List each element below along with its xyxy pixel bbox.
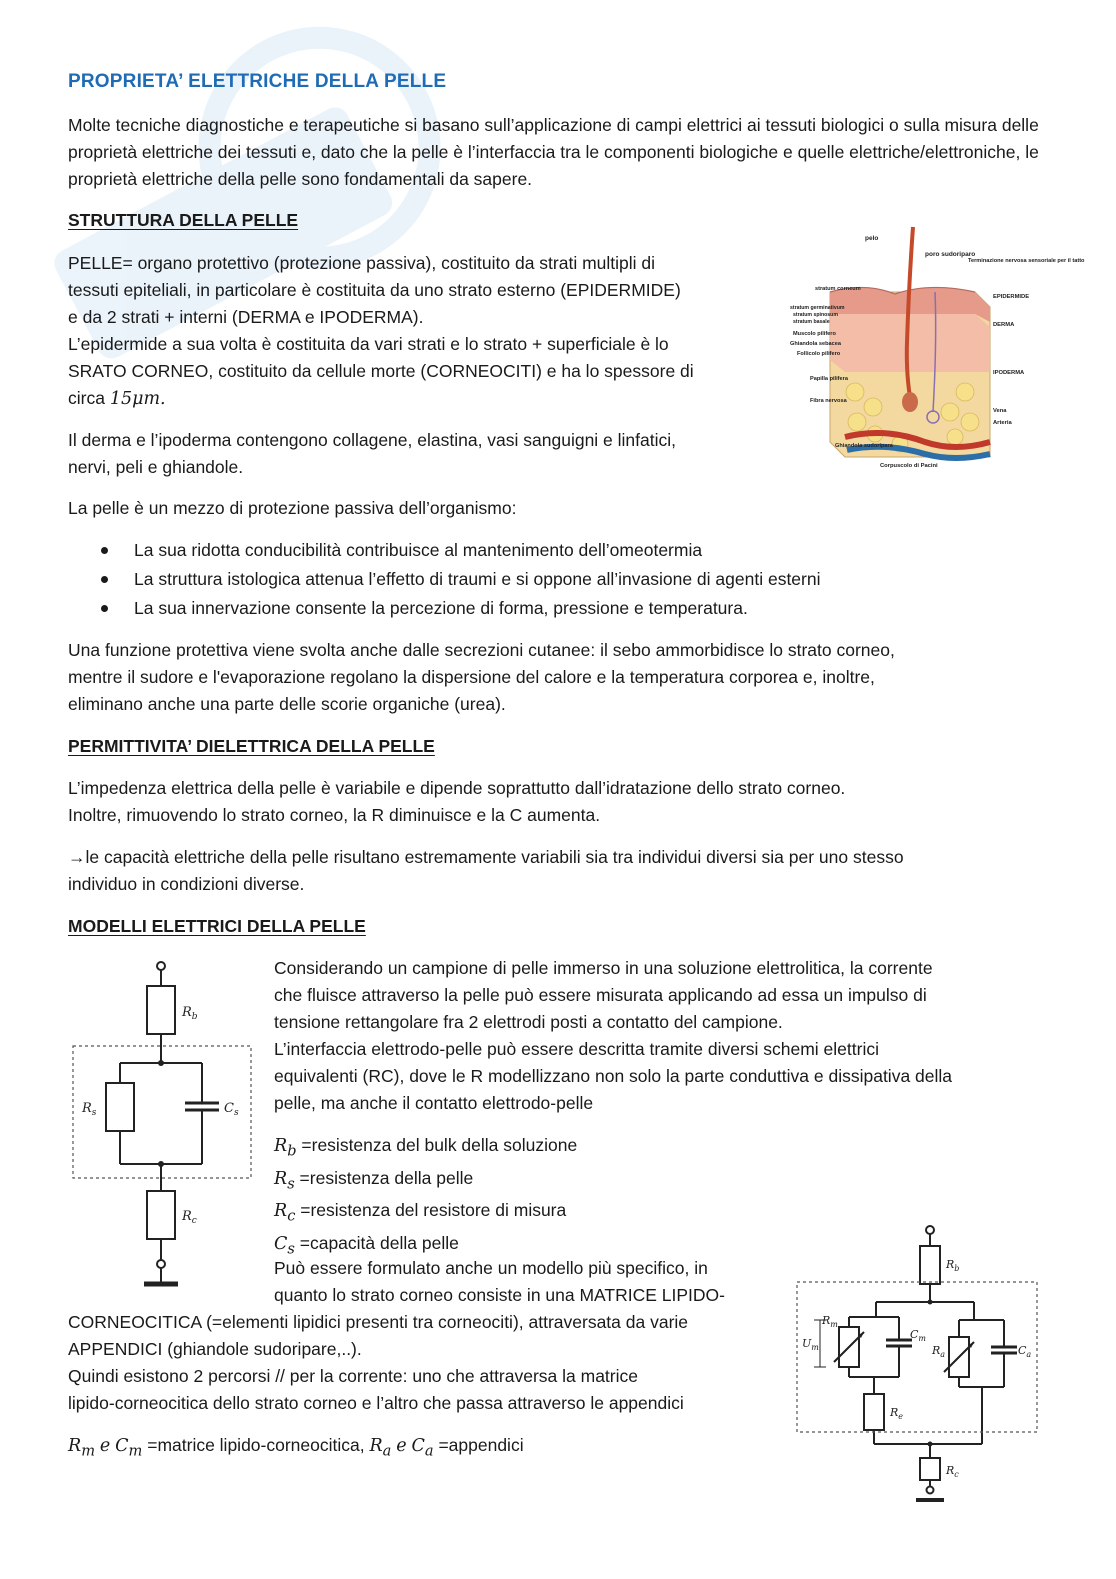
label-rs: $R_s$ xyxy=(82,1101,97,1118)
list-item xyxy=(68,566,820,595)
bullet-icon xyxy=(101,576,108,583)
label-germinativum: stratum germinativum xyxy=(790,305,845,311)
struttura-paragraph-2 xyxy=(68,427,768,481)
text-line: L’interfaccia elettrodo-pelle può essere descritta tramite diversi schemi elettrici xyxy=(274,1039,879,1059)
label-ipoderma: IPODERMA xyxy=(993,370,1025,376)
label-muscolo: Muscolo pilifero xyxy=(793,331,836,337)
bullet-list xyxy=(68,537,820,624)
text-line: e da 2 strati + interni (DERMA e IPODERMA). xyxy=(68,307,424,327)
modelli-last-line: $R_m$ e $C_m$ =matrice lipido-corneocitica, $R_a$ e $C_a$ =appendici xyxy=(68,1435,524,1460)
text-line: tensione rettangolare fra 2 elettrodi posti a contatto del campione. xyxy=(274,1012,783,1032)
label-spinosum: stratum spinosum xyxy=(793,312,838,318)
label-corneum: stratum corneum xyxy=(815,286,861,292)
text-line: quanto lo strato corneo consiste in una MATRICE LIPIDO- xyxy=(274,1285,725,1305)
definition-rs: $R_s$ =resistenza della pelle xyxy=(274,1167,474,1192)
list-item-text: La sua ridotta conducibilità contribuisce al mantenimento dell’omeotermia xyxy=(134,540,703,560)
text-line: Il derma e l’ipoderma contengono collagene, elastina, vasi sanguigni e linfatici, xyxy=(68,430,677,450)
list-item-text: La sua innervazione consente la percezione di forma, pressione e temperatura. xyxy=(134,598,748,618)
label-vena: Vena xyxy=(993,408,1007,414)
intro-paragraph: Molte tecniche diagnostiche e terapeutiche si basano sull’applicazione di campi elettrici ai tessuti biologici o sulla misura delle proprietà elettriche dei tessuti e, dato che la pelle è l’interfaccia tra le componenti biologiche e quelle elettriche/elettroniche, le proprietà elettriche della pelle sono fondamentali da sapere. xyxy=(68,115,1039,189)
label-arteria: Arteria xyxy=(993,420,1012,426)
label-papilla: Papilla pilifera xyxy=(810,376,848,382)
heading-modelli: MODELLI ELETTRICI DELLA PELLE xyxy=(68,916,366,936)
label-cs: $C_s$ xyxy=(224,1101,239,1118)
bullet-icon xyxy=(101,605,108,612)
text-line: SRATO CORNEO, costituito da cellule morte (CORNEOCITI) e ha lo spessore di xyxy=(68,361,694,381)
text-line: L’epidermide a sua volta è costituita da vari strati e lo strato + superficiale è lo xyxy=(68,334,669,354)
circuit-detailed-model xyxy=(794,1222,1044,1502)
label-cm: $C_m$ xyxy=(910,1328,927,1343)
label-rm: $R_m$ xyxy=(822,1314,838,1329)
label-rc: $R_c$ xyxy=(182,1209,197,1226)
text-line: PELLE= organo protettivo (protezione passiva), costituito da strati multipli di xyxy=(68,253,656,273)
text-line: che fluisce attraverso la pelle può essere misurata applicando ad essa un impulso di xyxy=(274,985,927,1005)
label-pelo: pelo xyxy=(865,235,879,242)
label-rb: $R_b$ xyxy=(182,1005,198,1022)
modelli-paragraph-2 xyxy=(274,1255,784,1309)
text-line xyxy=(68,385,768,413)
text-fragment: circa xyxy=(68,388,110,408)
text-line: tessuti epiteliali, in particolare è costituita da uno strato esterno (EPIDERMIDE) xyxy=(68,280,681,300)
definition-rc: $R_c$ =resistenza del resistore di misura xyxy=(274,1200,567,1225)
heading-struttura: STRUTTURA DELLA PELLE xyxy=(68,210,299,230)
text-line: Considerando un campione di pelle immerso in una soluzione elettrolitica, la corrente xyxy=(274,958,933,978)
label-terminazione: Terminazione nervosa sensoriale per il tatto xyxy=(968,258,1085,264)
label-follicolo: Follicolo pilifero xyxy=(797,351,841,357)
skin-anatomy-figure xyxy=(785,222,1085,472)
struttura-paragraph-1 xyxy=(68,250,768,413)
label-pacini: Corpuscolo di Pacini xyxy=(880,463,938,469)
definition-rb: $R_b$ =resistenza del bulk della soluzione xyxy=(274,1135,578,1160)
label-ghiandola-sudoripara: Ghiandola sudoripara xyxy=(835,443,893,449)
heading-permittivita: PERMITTIVITA’ DIELETTRICA DELLA PELLE xyxy=(68,736,435,756)
label-rc: $R_c$ xyxy=(946,1464,959,1479)
permittivita-paragraph-2 xyxy=(68,844,1058,898)
label-ca: $C_a$ xyxy=(1018,1344,1032,1359)
label-um: $U_m$ xyxy=(802,1337,819,1352)
permittivita-paragraph-1 xyxy=(68,775,1058,829)
text-line: Quindi esistono 2 percorsi // per la corrente: uno che attraversa la matrice xyxy=(68,1366,638,1386)
text-line: mentre il sudore e l'evaporazione regolano la dispersione del calore e la temperatura corporea e, inoltre, xyxy=(68,667,875,687)
symbol-definitions xyxy=(274,1132,774,1262)
text-line: →le capacità elettriche della pelle risultano estremamente variabili sia tra individui diversi sia per uno stesso xyxy=(68,847,904,867)
struttura-paragraph-3: La pelle è un mezzo di protezione passiva dell’organismo: xyxy=(68,498,517,518)
text-line: Può essere formulato anche un modello più specifico, in xyxy=(274,1258,708,1278)
text-line: Una funzione protettiva viene svolta anche dalle secrezioni cutanee: il sebo ammorbidisce lo strato corneo, xyxy=(68,640,895,660)
modelli-paragraph-3 xyxy=(68,1309,783,1417)
struttura-paragraph-4 xyxy=(68,637,1058,718)
label-poro: poro sudoriparo xyxy=(925,251,976,258)
list-item xyxy=(68,537,820,566)
label-rb: $R_b$ xyxy=(946,1258,960,1273)
text-line: L’impedenza elettrica della pelle è variabile e dipende soprattutto dall’idratazione dello strato corneo. xyxy=(68,778,846,798)
bullet-icon xyxy=(101,547,108,554)
text-line: eliminano anche una parte delle scorie organiche (urea). xyxy=(68,694,506,714)
math-thickness: 15μm. xyxy=(109,389,166,409)
page-title: PROPRIETA’ ELETTRICHE DELLA PELLE xyxy=(68,71,447,92)
modelli-paragraph-1 xyxy=(274,955,1049,1117)
circuit-simple-model xyxy=(68,958,258,1293)
label-sebacea: Ghiandola sebacea xyxy=(790,341,841,347)
text-line: individuo in condizioni diverse. xyxy=(68,874,305,894)
text-line: pelle, ma anche il contatto elettrodo-pelle xyxy=(274,1093,594,1113)
text-line: APPENDICI (ghiandole sudoripare,..). xyxy=(68,1339,362,1359)
label-basale: stratum basale xyxy=(793,319,830,325)
definition-cs: $C_s$ =capacità della pelle xyxy=(274,1232,459,1257)
label-derma: DERMA xyxy=(993,322,1015,328)
text-line: lipido-corneocitica dello strato corneo e l’altro che passa attraverso le appendici xyxy=(68,1393,684,1413)
label-re: $R_e$ xyxy=(890,1406,904,1421)
text-line: Inoltre, rimuovendo lo strato corneo, la R diminuisce e la C aumenta. xyxy=(68,805,601,825)
label-epidermide: EPIDERMIDE xyxy=(993,294,1030,300)
text-line: equivalenti (RC), dove le R modellizzano non solo la parte conduttiva e dissipativa della xyxy=(274,1066,953,1086)
list-item-text: La struttura istologica attenua l’effetto di traumi e si oppone all’invasione di agenti esterni xyxy=(134,569,821,589)
list-item xyxy=(68,595,820,624)
label-ra: $R_a$ xyxy=(932,1344,946,1359)
text-line: CORNEOCITICA (=elementi lipidici presenti tra corneociti), attraversata da varie xyxy=(68,1312,689,1332)
text-line: nervi, peli e ghiandole. xyxy=(68,457,244,477)
label-fibra: Fibra nervosa xyxy=(810,398,847,404)
